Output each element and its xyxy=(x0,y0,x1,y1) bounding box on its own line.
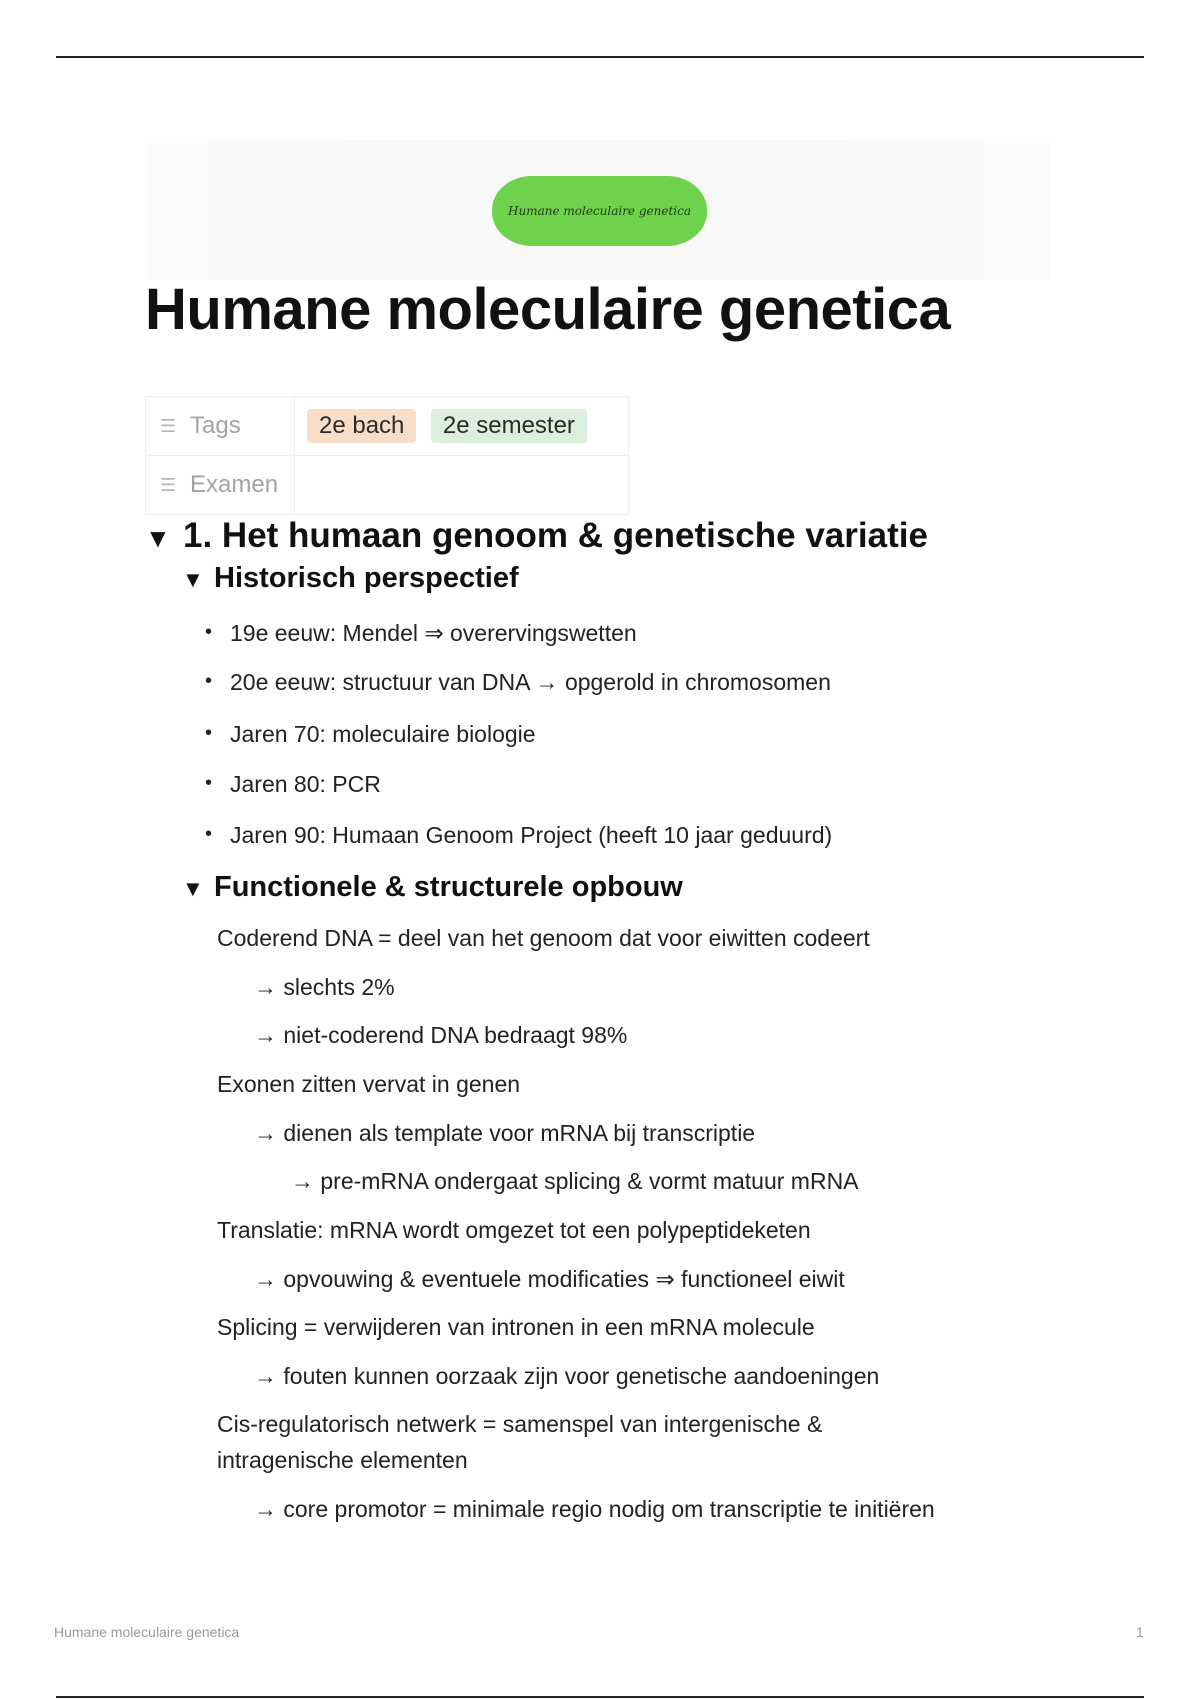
text-line: Exonen zitten vervat in genen xyxy=(217,1071,521,1097)
text-line: → dienen als template voor mRNA bij transcriptie xyxy=(254,1120,756,1146)
text-line: Cis-regulatorisch netwerk = samenspel van intergenische & xyxy=(217,1411,823,1437)
list-item: • Jaren 70: moleculaire biologie xyxy=(230,721,536,748)
list-icon: ☰ xyxy=(160,416,177,437)
property-value-exam[interactable] xyxy=(295,456,629,515)
properties-table xyxy=(145,396,629,515)
tag-badge[interactable]: 2e bach xyxy=(307,409,416,443)
page-title: Humane moleculaire genetica xyxy=(145,277,951,342)
text-line: Coderend DNA = deel van het genoom dat voor eiwitten codeert xyxy=(217,925,870,951)
list-item: • 19e eeuw: Mendel ⇒ overervingswetten xyxy=(230,620,637,647)
toggle-triangle-icon[interactable]: ▼ xyxy=(182,876,204,901)
bottom-rule xyxy=(56,1696,1144,1698)
exam-label: Examen xyxy=(190,471,279,498)
list-item: • Jaren 90: Humaan Genoom Project (heeft 10 jaar geduurd) xyxy=(230,822,832,849)
text-line: intragenische elementen xyxy=(217,1447,468,1473)
property-key-tags xyxy=(146,397,295,456)
list-item: • Jaren 80: PCR xyxy=(230,771,381,798)
toggle-heading-historisch[interactable] xyxy=(182,562,519,595)
tags-label: Tags xyxy=(190,412,241,439)
heading-text: 1. Het humaan genoom & genetische variatie xyxy=(183,516,928,555)
text-line: → pre-mRNA ondergaat splicing & vormt matuur mRNA xyxy=(291,1168,859,1194)
text-line: Translatie: mRNA wordt omgezet tot een polypeptideketen xyxy=(217,1217,811,1243)
list-icon: ☰ xyxy=(160,475,177,496)
text-line: → slechts 2% xyxy=(254,974,395,1000)
text-line: → niet-coderend DNA bedraagt 98% xyxy=(254,1022,628,1048)
text-line: → fouten kunnen oorzaak zijn voor genetische aandoeningen xyxy=(254,1363,880,1389)
heading-text: Functionele & structurele opbouw xyxy=(214,871,683,903)
toggle-heading-section-1[interactable] xyxy=(145,516,928,556)
property-row-tags xyxy=(146,397,629,456)
property-key-exam xyxy=(146,456,295,515)
footer-doc-title: Humane moleculaire genetica xyxy=(54,1624,240,1640)
cover-badge: Humane moleculaire genetica xyxy=(492,176,707,246)
top-rule xyxy=(56,56,1144,58)
toggle-triangle-icon[interactable]: ▼ xyxy=(182,567,204,592)
footer-page-number: 1 xyxy=(1136,1624,1144,1640)
text-line: → core promotor = minimale regio nodig om transcriptie te initiëren xyxy=(254,1496,935,1522)
toggle-heading-functioneel[interactable] xyxy=(182,871,683,904)
list-item: • 20e eeuw: structuur van DNA → opgerold in chromosomen xyxy=(230,669,831,696)
toggle-triangle-icon[interactable]: ▼ xyxy=(145,523,171,553)
property-value-tags[interactable] xyxy=(295,397,629,456)
heading-text: Historisch perspectief xyxy=(214,562,519,594)
text-line: → opvouwing & eventuele modificaties ⇒ functioneel eiwit xyxy=(254,1266,845,1292)
text-line: Splicing = verwijderen van intronen in een mRNA molecule xyxy=(217,1314,815,1340)
tag-badge[interactable]: 2e semester xyxy=(431,409,587,443)
property-row-exam xyxy=(146,456,629,515)
